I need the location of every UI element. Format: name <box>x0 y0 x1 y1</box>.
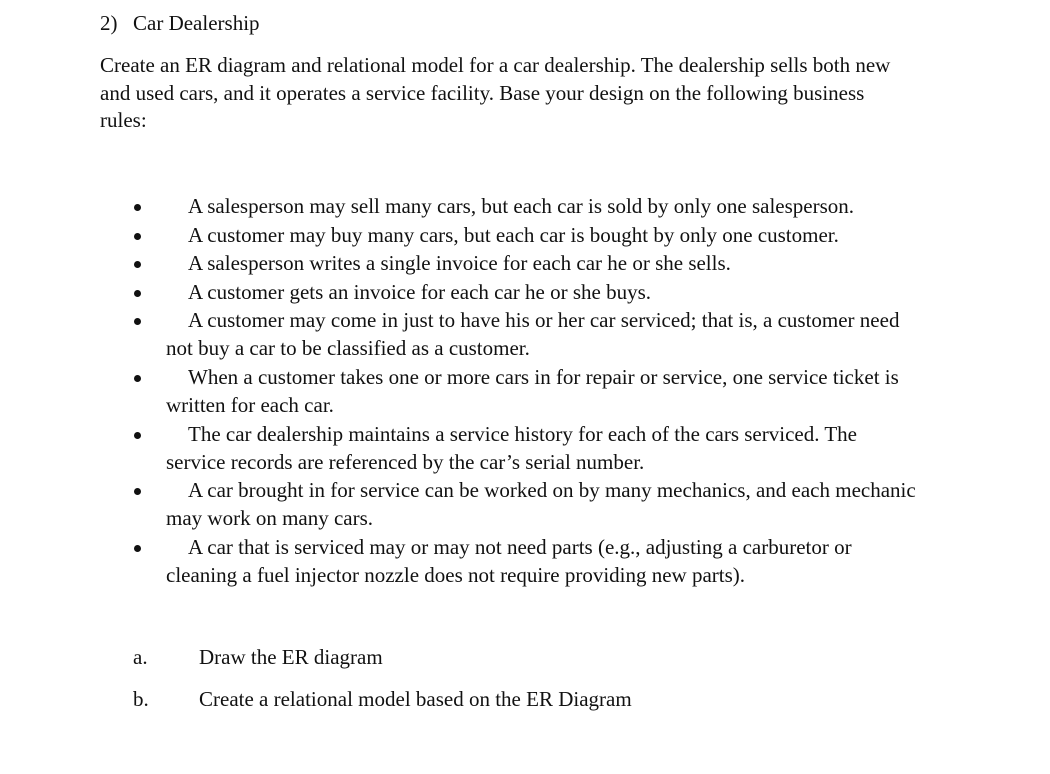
rule-text: A car brought in for service can be worked on by many mechanics, and each mechanic may work on many cars. <box>166 478 916 531</box>
section-title: Car Dealership <box>133 11 260 35</box>
bullet-icon <box>134 261 141 268</box>
list-item <box>130 533 920 589</box>
bullet-icon <box>134 318 141 325</box>
intro-paragraph: Create an ER diagram and relational model for a car dealership. The dealership sells both new and used cars, and it operates a service facility. Base your design on the following business rules: <box>100 53 891 132</box>
bullet-icon <box>134 545 141 552</box>
business-rules-list <box>130 192 920 589</box>
bullet-icon <box>134 375 141 382</box>
list-item <box>130 476 920 532</box>
section-heading <box>100 10 260 36</box>
bullet-icon <box>134 432 141 439</box>
task-letter: a. <box>133 645 148 669</box>
rule-text: A customer may come in just to have his or her car serviced; that is, a customer need not buy a car to be classified as a customer. <box>166 308 900 361</box>
list-item <box>130 221 920 249</box>
list-item <box>130 420 920 476</box>
task-letter: b. <box>133 687 149 711</box>
rule-text: A salesperson may sell many cars, but each car is sold by only one salesperson. <box>188 194 855 218</box>
list-item <box>130 363 920 419</box>
bullet-icon <box>134 204 141 211</box>
task-list <box>133 644 833 728</box>
list-item <box>130 278 920 306</box>
rule-text: When a customer takes one or more cars in for repair or service, one service ticket is written for each car. <box>166 364 899 417</box>
list-item <box>130 192 920 220</box>
bullet-icon <box>134 290 141 297</box>
rule-text: A salesperson writes a single invoice for each car he or she sells. <box>188 251 731 276</box>
task-text: Draw the ER diagram <box>199 645 383 669</box>
bullet-icon <box>134 488 141 495</box>
task-text: Create a relational model based on the ER Diagram <box>199 687 632 711</box>
list-item <box>130 306 920 362</box>
rule-text: A car that is serviced may or may not need parts (e.g., adjusting a carburetor or cleaning a fuel injector nozzle does not require providing new parts). <box>166 534 852 587</box>
section-number: 2) <box>100 11 118 35</box>
list-item <box>130 249 920 277</box>
bullet-icon <box>134 233 141 240</box>
task-item <box>133 644 833 672</box>
rule-text: A customer gets an invoice for each car he or she buys. <box>188 279 652 304</box>
rule-text: The car dealership maintains a service history for each of the cars serviced. The service records are referenced by the car’s serial number. <box>166 421 857 474</box>
task-item <box>133 686 833 714</box>
rule-text: A customer may buy many cars, but each car is bought by only one customer. <box>188 222 839 247</box>
